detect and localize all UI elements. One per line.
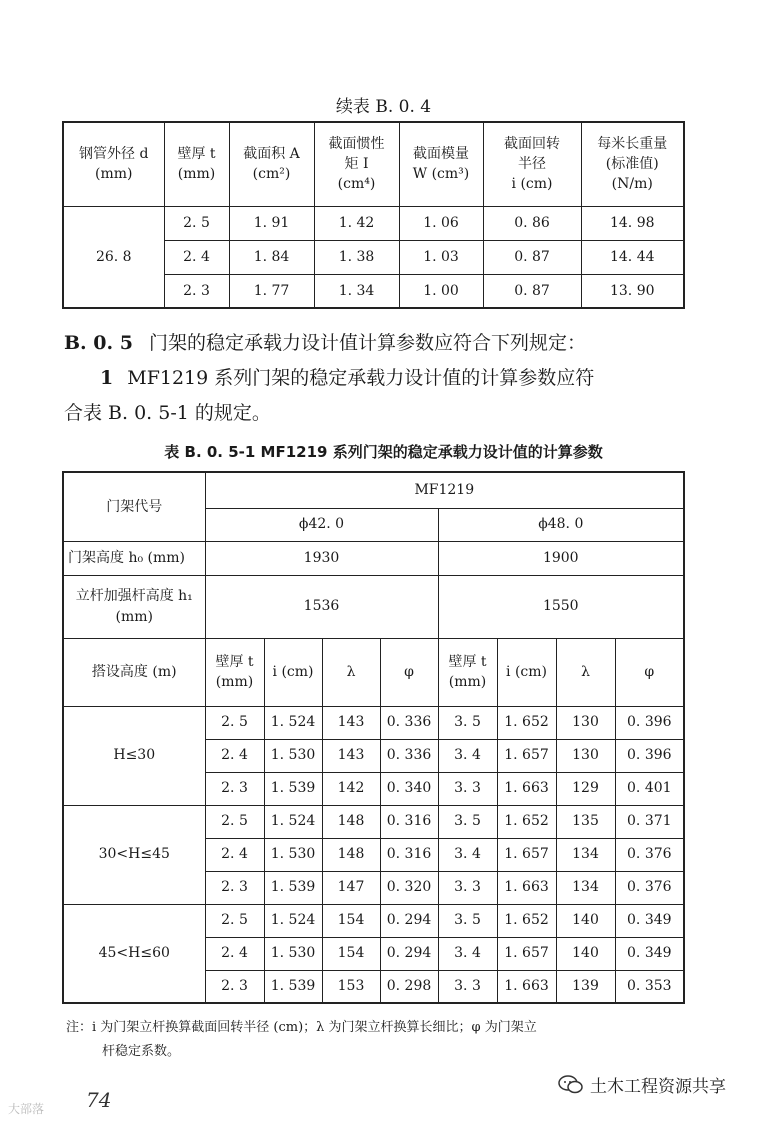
t1-cell: 1. 38 — [314, 240, 399, 274]
t2-cell: 1. 652 — [497, 805, 556, 838]
table-row — [63, 805, 684, 838]
table1-caption: 续表 B. 0. 4 — [335, 97, 432, 117]
t1-diameter-value: 26. 8 — [63, 206, 164, 308]
t2-cell: 2. 3 — [205, 871, 264, 904]
wechat-icon — [558, 1075, 584, 1095]
t2-cell: 0. 371 — [615, 805, 684, 838]
t2-h-thickness-b: 壁厚 t (mm) — [438, 638, 497, 706]
t1-cell: 2. 5 — [164, 206, 229, 240]
t2-rod-label: 立杆加强杆高度 h₁ (mm) — [63, 575, 205, 638]
t2-cell: 2. 5 — [205, 904, 264, 937]
table-row — [63, 904, 684, 937]
t2-cell: 3. 4 — [438, 838, 497, 871]
t2-cell: 3. 3 — [438, 772, 497, 805]
t2-cell: 1. 530 — [264, 739, 322, 772]
t1-cell: 1. 00 — [399, 274, 483, 308]
t2-cell: 2. 4 — [205, 937, 264, 970]
t2-cell: 3. 5 — [438, 904, 497, 937]
t2-h-phi-b: φ — [615, 638, 684, 706]
table2-height-row — [63, 541, 684, 575]
t2-h-radius-b: i (cm) — [497, 638, 556, 706]
t2-cell: 0. 401 — [615, 772, 684, 805]
t2-cell: 0. 349 — [615, 904, 684, 937]
table2-caption: 表 B. 0. 5-1 MF1219 系列门架的稳定承载力设计值的计算参数 — [164, 443, 603, 461]
t1-h-thickness: 壁厚 t (mm) — [164, 122, 229, 206]
t2-diameter-a: ϕ42. 0 — [205, 508, 438, 541]
t2-cell: 153 — [322, 970, 380, 1003]
t2-h-radius-a: i (cm) — [264, 638, 322, 706]
t2-erect-height-group: H≤30 — [63, 706, 205, 805]
t2-cell: 1. 539 — [264, 970, 322, 1003]
t1-cell: 1. 03 — [399, 240, 483, 274]
t2-cell: 0. 298 — [380, 970, 438, 1003]
t2-cell: 0. 294 — [380, 937, 438, 970]
t2-cell: 1. 652 — [497, 706, 556, 739]
page-number: 74 — [86, 1088, 112, 1112]
t2-cell: 1. 652 — [497, 904, 556, 937]
t1-cell: 1. 77 — [229, 274, 314, 308]
t1-cell: 0. 86 — [483, 206, 581, 240]
t2-model: MF1219 — [205, 472, 684, 508]
t2-cell: 1. 524 — [264, 904, 322, 937]
t2-cell: 0. 396 — [615, 706, 684, 739]
t2-cell: 148 — [322, 805, 380, 838]
t2-cell: 2. 3 — [205, 970, 264, 1003]
section-number: B. 0. 5 — [64, 332, 133, 354]
t2-cell: 0. 376 — [615, 871, 684, 904]
t2-cell: 140 — [556, 904, 615, 937]
watermark-left: 大部落 — [8, 1102, 45, 1116]
t2-cell: 154 — [322, 904, 380, 937]
t2-cell: 0. 320 — [380, 871, 438, 904]
table2 — [62, 471, 685, 1004]
t2-cell: 143 — [322, 706, 380, 739]
t2-cell: 2. 5 — [205, 706, 264, 739]
t2-rod-a: 1536 — [205, 575, 438, 638]
t1-cell: 2. 3 — [164, 274, 229, 308]
t2-cell: 130 — [556, 739, 615, 772]
t2-cell: 148 — [322, 838, 380, 871]
t2-cell: 0. 336 — [380, 706, 438, 739]
t2-cell: 3. 3 — [438, 871, 497, 904]
t2-h-lambda-a: λ — [322, 638, 380, 706]
table-row — [63, 206, 684, 240]
t2-cell: 3. 5 — [438, 706, 497, 739]
t2-cell: 134 — [556, 871, 615, 904]
t2-cell: 1. 524 — [264, 706, 322, 739]
t2-cell: 1. 657 — [497, 937, 556, 970]
note-line: 杆稳定系数。 — [102, 1044, 181, 1059]
watermark-right — [558, 1072, 726, 1097]
t1-cell: 14. 98 — [581, 206, 684, 240]
t1-cell: 1. 06 — [399, 206, 483, 240]
t1-cell: 1. 42 — [314, 206, 399, 240]
t2-cell: 3. 3 — [438, 970, 497, 1003]
table2-column-header-row — [63, 638, 684, 706]
t2-cell: 140 — [556, 937, 615, 970]
t2-frame-code-label: 门架代号 — [63, 472, 205, 541]
t2-h-thickness-a: 壁厚 t (mm) — [205, 638, 264, 706]
t2-cell: 0. 349 — [615, 937, 684, 970]
t2-cell: 1. 657 — [497, 838, 556, 871]
t2-erect-height-group: 30<H≤45 — [63, 805, 205, 904]
t2-cell: 1. 657 — [497, 739, 556, 772]
table-row — [63, 706, 684, 739]
t2-cell: 147 — [322, 871, 380, 904]
t2-cell: 143 — [322, 739, 380, 772]
t2-height-a: 1930 — [205, 541, 438, 575]
t1-cell: 13. 90 — [581, 274, 684, 308]
item-paragraph-line2: 合表 B. 0. 5-1 的规定。 — [64, 402, 271, 424]
t2-height-label: 门架高度 h₀ (mm) — [63, 541, 205, 575]
t2-cell: 1. 663 — [497, 772, 556, 805]
t2-cell: 2. 4 — [205, 739, 264, 772]
section-title: 门架的稳定承载力设计值计算参数应符合下列规定： — [148, 332, 586, 354]
t2-cell: 1. 539 — [264, 772, 322, 805]
t1-cell: 0. 87 — [483, 274, 581, 308]
t1-h-inertia: 截面惯性 矩 I (cm⁴) — [314, 122, 399, 206]
item-number: 1 — [100, 367, 114, 389]
t2-cell: 0. 376 — [615, 838, 684, 871]
t2-cell: 2. 4 — [205, 838, 264, 871]
t2-diameter-b: ϕ48. 0 — [438, 508, 684, 541]
watermark-text: 土木工程资源共享 — [590, 1077, 726, 1097]
t2-cell: 1. 539 — [264, 871, 322, 904]
t1-cell: 14. 44 — [581, 240, 684, 274]
t2-height-b: 1900 — [438, 541, 684, 575]
t2-cell: 130 — [556, 706, 615, 739]
t2-cell: 0. 396 — [615, 739, 684, 772]
t2-erect-height-group: 45<H≤60 — [63, 904, 205, 1003]
item-text: MF1219 系列门架的稳定承载力设计值的计算参数应符 — [127, 367, 595, 389]
t2-erect-label: 搭设高度 (m) — [63, 638, 205, 706]
t2-cell: 135 — [556, 805, 615, 838]
t2-cell: 1. 530 — [264, 838, 322, 871]
t2-cell: 129 — [556, 772, 615, 805]
t2-cell: 0. 316 — [380, 838, 438, 871]
t2-cell: 1. 530 — [264, 937, 322, 970]
t1-cell: 1. 84 — [229, 240, 314, 274]
t1-cell: 2. 4 — [164, 240, 229, 274]
t2-cell: 0. 340 — [380, 772, 438, 805]
t2-cell: 142 — [322, 772, 380, 805]
table2-body — [63, 706, 684, 1003]
t2-cell: 0. 294 — [380, 904, 438, 937]
t2-cell: 0. 336 — [380, 739, 438, 772]
section-heading — [64, 328, 586, 355]
t1-h-radius: 截面回转 半径 i (cm) — [483, 122, 581, 206]
t2-cell: 2. 5 — [205, 805, 264, 838]
t2-cell: 134 — [556, 838, 615, 871]
t2-cell: 154 — [322, 937, 380, 970]
t2-rod-b: 1550 — [438, 575, 684, 638]
t2-cell: 1. 524 — [264, 805, 322, 838]
t2-h-phi-a: φ — [380, 638, 438, 706]
t2-cell: 2. 3 — [205, 772, 264, 805]
t2-cell: 3. 4 — [438, 739, 497, 772]
t1-h-weight: 每米长重量 (标准值) (N/m) — [581, 122, 684, 206]
t2-cell: 1. 663 — [497, 871, 556, 904]
item-paragraph-line1 — [100, 363, 594, 390]
table2-rod-row — [63, 575, 684, 638]
t1-cell: 1. 34 — [314, 274, 399, 308]
t2-cell: 0. 316 — [380, 805, 438, 838]
t1-cell: 0. 87 — [483, 240, 581, 274]
t1-h-area: 截面积 A (cm²) — [229, 122, 314, 206]
note-line: 注：i 为门架立杆换算截面回转半径 (cm)；λ 为门架立杆换算长细比；φ 为门架立 — [66, 1020, 537, 1035]
table2-model-row — [63, 472, 684, 508]
t2-cell: 1. 663 — [497, 970, 556, 1003]
t2-cell: 3. 5 — [438, 805, 497, 838]
table1-header-row — [63, 122, 684, 206]
table1 — [62, 121, 685, 309]
t1-cell: 1. 91 — [229, 206, 314, 240]
t2-cell: 3. 4 — [438, 937, 497, 970]
table-note — [66, 1016, 706, 1064]
t2-h-lambda-b: λ — [556, 638, 615, 706]
t2-cell: 139 — [556, 970, 615, 1003]
t1-h-diameter: 钢管外径 d (mm) — [63, 122, 164, 206]
t2-cell: 0. 353 — [615, 970, 684, 1003]
t1-h-modulus: 截面模量 W (cm³) — [399, 122, 483, 206]
